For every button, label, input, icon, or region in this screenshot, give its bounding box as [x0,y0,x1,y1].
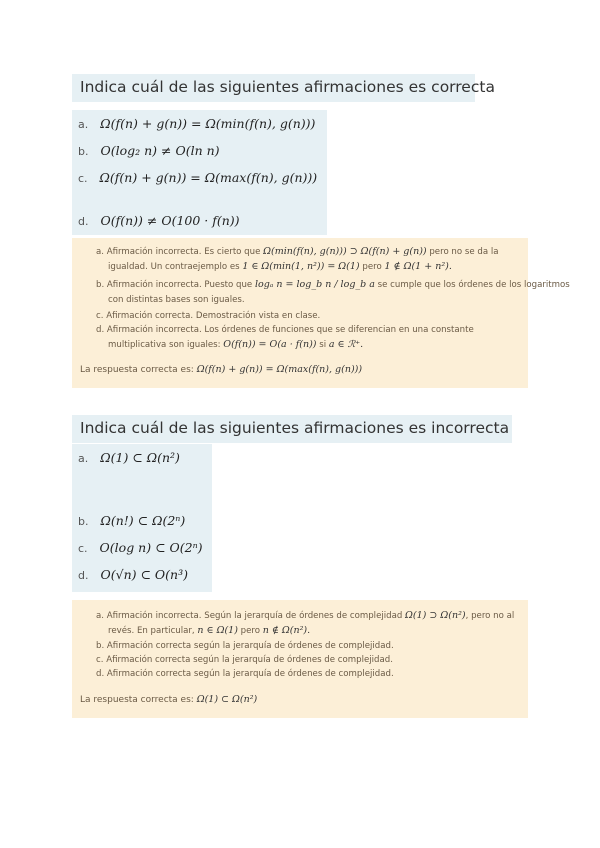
feedback-math: n ∈ Ω(1) [197,625,238,636]
feedback-math: a ∈ ℛ⁺. [328,339,364,350]
feedback-text: c. Afirmación correcta según la jerarquía de órdenes de complejidad. [96,655,393,665]
question-2-title [72,415,512,443]
q1-correct-answer [80,364,362,375]
q2-feedback-line [96,655,393,665]
q2-feedback-line [108,625,310,636]
q1-feedback-line [96,325,474,335]
q1-option-c[interactable] [78,170,317,185]
q2-option-d[interactable] [78,567,188,582]
feedback-math: Ω(1) ⊃ Ω(n²) [405,610,466,621]
q1-feedback-line [108,261,452,272]
question-1-options [72,110,327,235]
option-math: Ω(f(n) + g(n)) = Ω(min(f(n), g(n))) [100,116,316,131]
option-letter: b. [78,515,89,528]
question-2-feedback [72,600,528,718]
option-math: O(log n) ⊂ O(2ⁿ) [99,540,203,555]
question-2-options [72,444,212,592]
q1-feedback-line [108,295,245,305]
q2-feedback-line [96,669,394,679]
feedback-text: pero no se da la [426,247,499,257]
feedback-math: logₐ n = log_b n / log_b a [254,279,375,290]
feedback-math: 1 ∈ Ω(min(1, n²)) = Ω(1) [242,261,360,272]
question-1-title [72,74,495,102]
answer-label: La respuesta correcta es: [80,365,197,375]
option-math: Ω(f(n) + g(n)) = Ω(max(f(n), g(n))) [99,170,318,185]
question-1-feedback [72,238,570,388]
option-letter: b. [78,145,89,158]
q1-feedback-line [96,246,498,257]
answer-math: Ω(1) ⊂ Ω(n²) [196,694,258,705]
feedback-math: Ω(min(f(n), g(n))) ⊃ Ω(f(n) + g(n)) [263,246,427,257]
feedback-text: multiplicativa son iguales: [108,340,224,350]
feedback-math: O(f(n)) = O(a · f(n)) [223,339,317,350]
answer-math: Ω(f(n) + g(n)) = Ω(max(f(n), g(n))) [196,364,363,375]
feedback-text: b. Afirmación correcta según la jerarquía de órdenes de complejidad. [96,641,394,651]
q1-feedback-line [108,339,363,350]
option-math: O(log₂ n) ≠ O(ln n) [100,143,220,158]
feedback-text: se cumple que los órdenes de los logaritmos [374,280,570,290]
feedback-text: d. Afirmación correcta según la jerarquía de órdenes de complejidad. [96,669,394,679]
option-letter: a. [78,452,89,465]
option-letter: a. [78,118,89,131]
q1-option-b[interactable] [78,143,220,158]
feedback-text: con distintas bases son iguales. [108,295,245,305]
feedback-text: , pero no al [465,611,515,621]
q2-correct-answer [80,694,257,705]
question-2-title-text: Indica cuál de las siguientes afirmaciones es incorrecta [72,415,512,443]
q2-option-a[interactable] [78,450,180,465]
option-math: Ω(1) ⊂ Ω(n²) [100,450,180,465]
feedback-text: b. Afirmación incorrecta. Puesto que [96,280,255,290]
question-1-title-text: Indica cuál de las siguientes afirmaciones es correcta [72,74,475,102]
q2-feedback-line [96,641,394,651]
option-math: O(f(n)) ≠ O(100 · f(n)) [100,213,240,228]
option-math: O(√n) ⊂ O(n³) [100,567,188,582]
feedback-text: si [316,340,329,350]
feedback-text: pero [359,262,385,272]
feedback-text: a. Afirmación incorrecta. Es cierto que [96,247,264,257]
feedback-text: a. Afirmación incorrecta. Según la jerarquía de órdenes de complejidad [96,611,406,621]
option-math: Ω(n!) ⊂ Ω(2ⁿ) [100,513,186,528]
q2-option-c[interactable] [78,540,203,555]
q1-feedback-line [96,311,320,321]
feedback-text: c. Afirmación correcta. Demostración vista en clase. [96,311,321,321]
q1-option-a[interactable] [78,116,315,131]
feedback-text: igualdad. Un contraejemplo es [108,262,243,272]
feedback-text: pero [237,626,263,636]
feedback-text: revés. En particular, [108,626,198,636]
option-letter: c. [78,172,88,185]
q1-option-d[interactable] [78,213,240,228]
feedback-text: d. Afirmación incorrecta. Los órdenes de funciones que se diferencian en una constante [96,325,474,335]
answer-label: La respuesta correcta es: [80,695,197,705]
q2-option-b[interactable] [78,513,185,528]
feedback-math: 1 ∉ Ω(1 + n²). [384,261,452,272]
option-letter: c. [78,542,88,555]
option-letter: d. [78,215,89,228]
feedback-math: n ∉ Ω(n²). [262,625,311,636]
q2-feedback-line [96,610,514,621]
option-letter: d. [78,569,89,582]
q1-feedback-line [96,279,570,290]
